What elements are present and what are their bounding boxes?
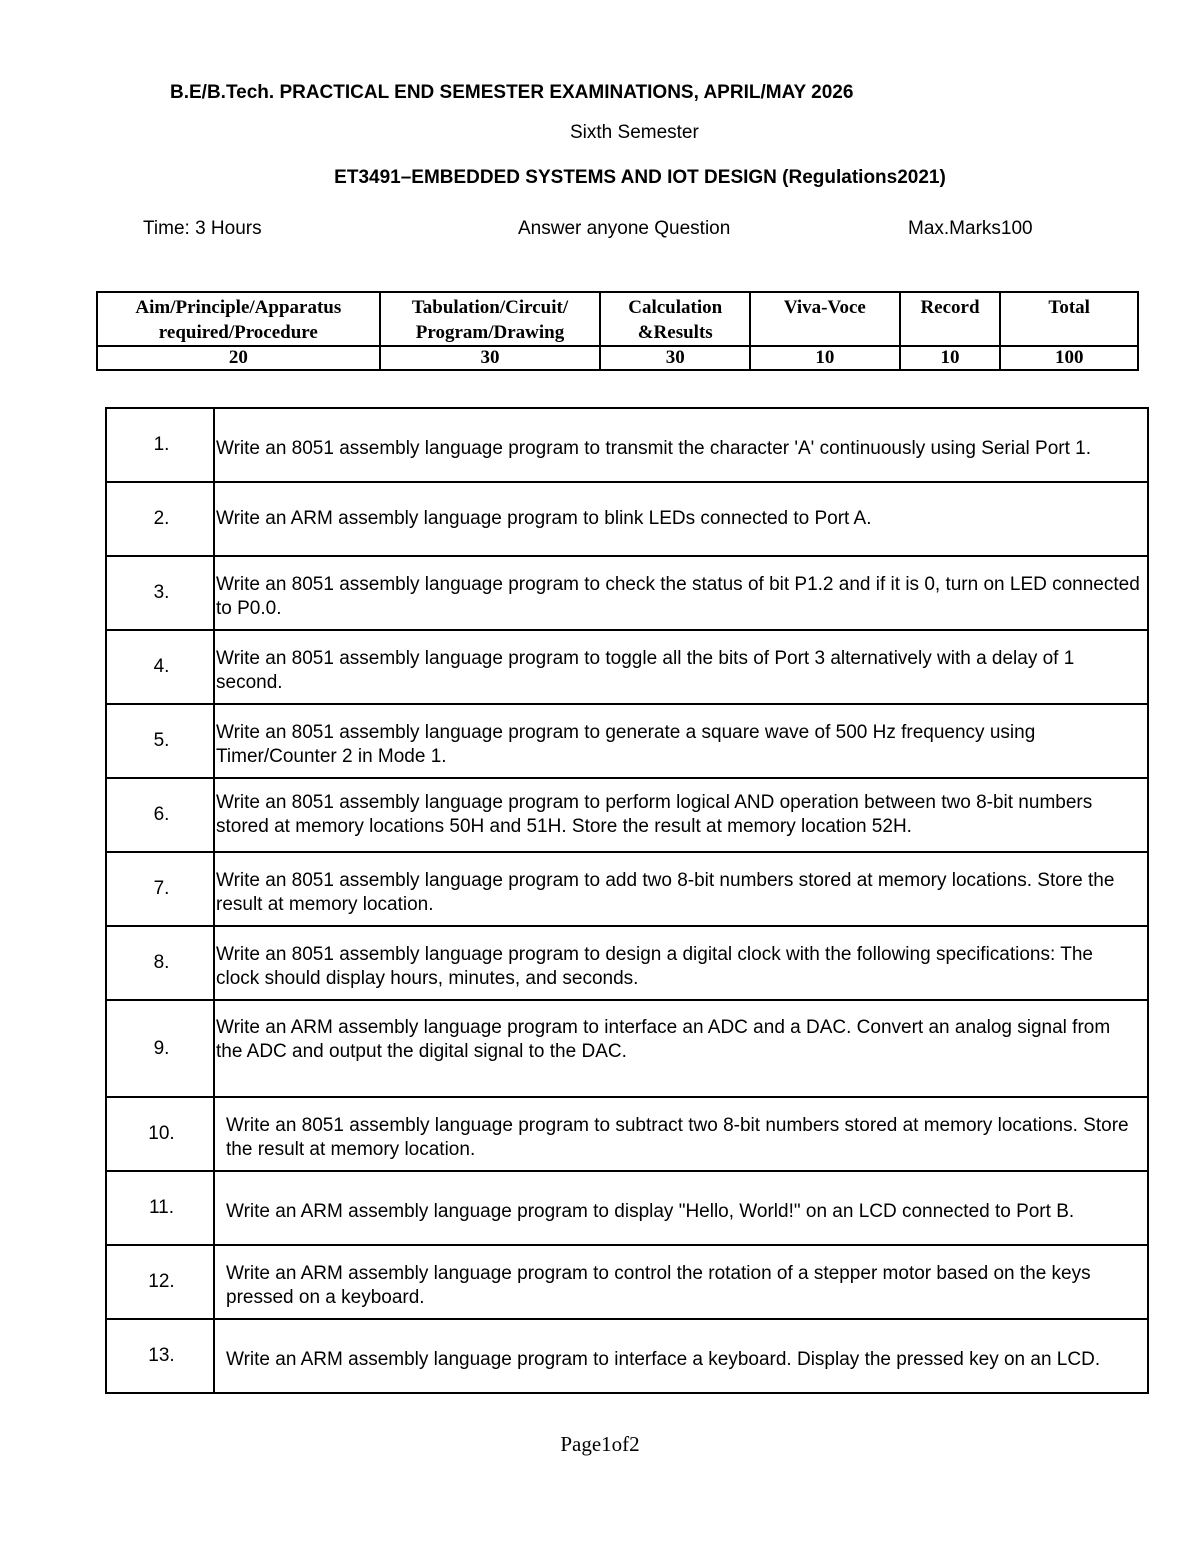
question-number: 5. — [106, 704, 214, 778]
header-viva-voce: Viva-Voce — [750, 292, 899, 346]
header-calculation: Calculation &Results — [600, 292, 750, 346]
question-text: Write an 8051 assembly language program to transmit the character 'A' continuously using Serial Port 1. — [214, 408, 1148, 482]
marks-value: 30 — [380, 346, 601, 370]
question-number: 13. — [106, 1319, 214, 1393]
question-row — [106, 1245, 1148, 1319]
exam-title: B.E/B.Tech. PRACTICAL END SEMESTER EXAMINATIONS, APRIL/MAY 2026 — [170, 82, 854, 103]
question-row — [106, 1171, 1148, 1245]
question-number: 7. — [106, 852, 214, 926]
question-number: 6. — [106, 778, 214, 852]
question-text: Write an 8051 assembly language program to design a digital clock with the following specifications: The clock should display hours, minutes, and seconds. — [214, 926, 1148, 1000]
question-row — [106, 1319, 1148, 1393]
question-text: Write an 8051 assembly language program to perform logical AND operation between two 8-bit numbers stored at memory locations 50H and 51H. Store the result at memory location 52H. — [214, 778, 1148, 852]
question-text: Write an 8051 assembly language program to generate a square wave of 500 Hz frequency using Timer/Counter 2 in Mode 1. — [214, 704, 1148, 778]
question-text: Write an ARM assembly language program to blink LEDs connected to Port A. — [214, 482, 1148, 556]
question-row — [106, 408, 1148, 482]
marks-distribution-table — [96, 291, 1139, 371]
questions-table — [105, 407, 1149, 1394]
question-number: 11. — [106, 1171, 214, 1245]
question-text: Write an ARM assembly language program to interface an ADC and a DAC. Convert an analog signal from the ADC and output the digital signal to the DAC. — [214, 1000, 1148, 1097]
page-number: Page1of2 — [560, 1432, 640, 1456]
marks-value: 10 — [900, 346, 1001, 370]
question-text: Write an 8051 assembly language program to toggle all the bits of Port 3 alternatively with a delay of 1 second. — [214, 630, 1148, 704]
question-number: 1. — [106, 408, 214, 482]
question-number: 12. — [106, 1245, 214, 1319]
question-row — [106, 556, 1148, 630]
question-number: 3. — [106, 556, 214, 630]
question-number: 4. — [106, 630, 214, 704]
course-title: ET3491–EMBEDDED SYSTEMS AND IOT DESIGN (Regulations2021) — [334, 167, 946, 188]
question-row — [106, 1000, 1148, 1097]
max-marks: Max.Marks100 — [908, 218, 1033, 239]
marks-value: 10 — [750, 346, 899, 370]
exam-instruction: Answer anyone Question — [518, 218, 731, 239]
header-total: Total — [1000, 292, 1138, 346]
question-row — [106, 926, 1148, 1000]
question-number: 9. — [106, 1000, 214, 1097]
header-aim: Aim/Principle/Apparatus required/Procedure — [97, 292, 380, 346]
header-record: Record — [900, 292, 1001, 346]
question-row — [106, 630, 1148, 704]
question-text: Write an ARM assembly language program to interface a keyboard. Display the pressed key on an LCD. — [214, 1319, 1148, 1393]
question-number: 8. — [106, 926, 214, 1000]
semester-label: Sixth Semester — [570, 122, 699, 143]
marks-value: 100 — [1000, 346, 1138, 370]
marks-value: 20 — [97, 346, 380, 370]
header-tabulation: Tabulation/Circuit/ Program/Drawing — [380, 292, 601, 346]
question-text: Write an 8051 assembly language program to add two 8-bit numbers stored at memory locations. Store the result at memory location. — [214, 852, 1148, 926]
question-number: 2. — [106, 482, 214, 556]
question-row — [106, 1097, 1148, 1171]
question-row — [106, 778, 1148, 852]
exam-duration: Time: 3 Hours — [143, 218, 262, 239]
question-row — [106, 482, 1148, 556]
question-text: Write an 8051 assembly language program to subtract two 8-bit numbers stored at memory locations. Store the result at memory location. — [214, 1097, 1148, 1171]
question-row — [106, 704, 1148, 778]
question-text: Write an ARM assembly language program to display "Hello, World!" on an LCD connected to Port B. — [214, 1171, 1148, 1245]
marks-value: 30 — [600, 346, 750, 370]
question-text: Write an 8051 assembly language program to check the status of bit P1.2 and if it is 0, turn on LED connected to P0.0. — [214, 556, 1148, 630]
question-number: 10. — [106, 1097, 214, 1171]
question-row — [106, 852, 1148, 926]
question-text: Write an ARM assembly language program to control the rotation of a stepper motor based on the keys pressed on a keyboard. — [214, 1245, 1148, 1319]
